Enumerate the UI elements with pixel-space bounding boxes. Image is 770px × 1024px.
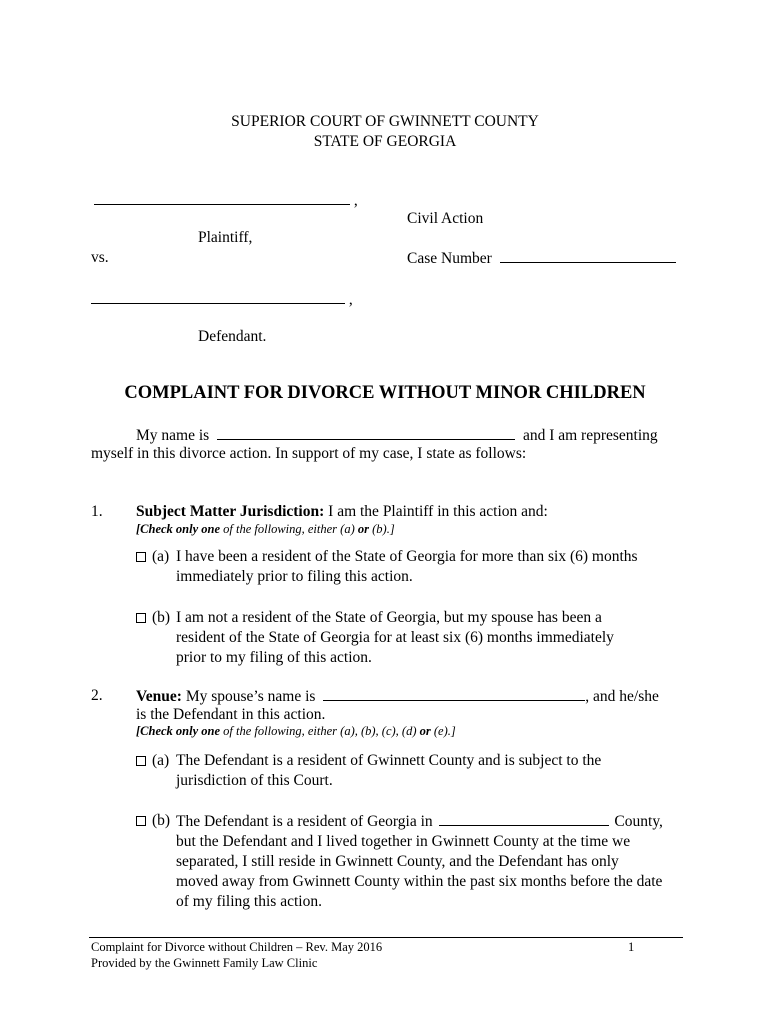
section-2-note-end: (e).] <box>430 724 456 738</box>
section-1-number: 1. <box>91 503 103 520</box>
caption-comma: , <box>353 192 358 209</box>
footer-line-1: Complaint for Divorce without Children – Rev. May 2016 <box>91 940 383 954</box>
caption-comma-2: , <box>348 291 353 308</box>
plaintiff-label: Plaintiff, <box>198 229 253 246</box>
section-2-option-a-label: (a) <box>152 752 170 769</box>
section-1-note <box>136 522 395 537</box>
section-1-note-prefix: [Check only one <box>136 522 221 536</box>
section-1-option-a <box>136 547 676 587</box>
section-2-note-or: or <box>419 724 431 738</box>
intro-line-1 <box>136 425 658 446</box>
section-2-option-b-county: County, <box>614 813 663 830</box>
vs-label: vs. <box>91 249 109 266</box>
case-number-line <box>407 248 676 269</box>
intro-my-name-is: My name is <box>136 427 210 444</box>
section-1-note-end: (b).] <box>369 522 395 536</box>
section-1-heading: Subject Matter Jurisdiction: <box>136 503 325 520</box>
my-name-blank[interactable] <box>217 425 515 440</box>
section-2-option-a <box>136 751 676 791</box>
footer-divider <box>89 937 683 938</box>
section-1-note-mid: of the following, either (a) <box>220 522 358 536</box>
section-1-option-b <box>136 608 676 668</box>
section-2-heading: Venue: <box>136 688 182 705</box>
section-2-note <box>136 724 456 739</box>
section-1-note-or: or <box>357 522 369 536</box>
section-2-line-2: is the Defendant in this action. <box>136 706 326 723</box>
plaintiff-name-line[interactable] <box>94 190 358 211</box>
court-state: STATE OF GEORGIA <box>313 133 457 150</box>
section-2-option-a-text: The Defendant is a resident of Gwinnett County and is subject to the jurisdiction of this Court. <box>176 752 602 789</box>
defendant-name-line[interactable] <box>91 289 353 310</box>
document-title: COMPLAINT FOR DIVORCE WITHOUT MINOR CHILDREN <box>124 383 646 403</box>
section-2-option-b <box>136 811 676 912</box>
section-1-option-b-label: (b) <box>152 609 171 626</box>
spouse-name-blank[interactable] <box>323 686 585 701</box>
intro-line-2: myself in this divorce action. In support of my case, I state as follows: <box>91 445 527 462</box>
footer-line-2: Provided by the Gwinnett Family Law Clinic <box>91 956 318 970</box>
section-2-option-a-checkbox[interactable] <box>136 756 146 766</box>
section-1-heading-rest: I am the Plaintiff in this action and: <box>324 503 548 520</box>
section-2-option-b-checkbox[interactable] <box>136 816 146 826</box>
section-1-option-a-label: (a) <box>152 548 170 565</box>
court-name: SUPERIOR COURT OF GWINNETT COUNTY <box>231 113 539 130</box>
case-number-label: Case Number <box>407 250 492 267</box>
section-1-option-b-text: I am not a resident of the State of Georgia, but my spouse has been a resident of the State of Georgia for at least six (6) months immediately prior to my filing of this action. <box>176 609 614 666</box>
section-2-option-b-body <box>176 811 664 912</box>
section-2-note-mid: of the following, either (a), (b), (c), (d) <box>220 724 420 738</box>
section-2-heading-line <box>136 686 659 707</box>
section-2-note-prefix: [Check only one <box>136 724 221 738</box>
case-number-blank[interactable] <box>500 248 676 263</box>
section-1-option-b-checkbox[interactable] <box>136 613 146 623</box>
county-blank[interactable] <box>439 811 609 826</box>
civil-action-label: Civil Action <box>407 210 484 227</box>
section-2-option-b-text-start: The Defendant is a resident of Georgia in <box>176 813 433 830</box>
section-2-option-b-label: (b) <box>152 812 171 829</box>
section-1-heading-line <box>136 502 548 522</box>
section-1-option-a-text: I have been a resident of the State of Georgia for more than six (6) months immediately prior to filing this action. <box>176 548 638 585</box>
defendant-label: Defendant. <box>198 328 267 345</box>
defendant-name-blank[interactable] <box>91 289 345 304</box>
section-2-option-b-text-rest: but the Defendant and I lived together in Gwinnett County at the time we separated, I still reside in Gwinnett County, and the Defendant has only moved away from Gwinnett County within the past six months before the date of my filing this action. <box>176 833 663 910</box>
section-2-heading-rest: My spouse’s name is <box>181 688 316 705</box>
intro-representing: and I am representing <box>522 427 658 444</box>
section-2-number: 2. <box>91 687 103 704</box>
section-1-option-a-checkbox[interactable] <box>136 552 146 562</box>
section-2-heading-end: , and he/she <box>585 688 659 705</box>
plaintiff-name-blank[interactable] <box>94 190 350 205</box>
page-number: 1 <box>628 940 635 954</box>
